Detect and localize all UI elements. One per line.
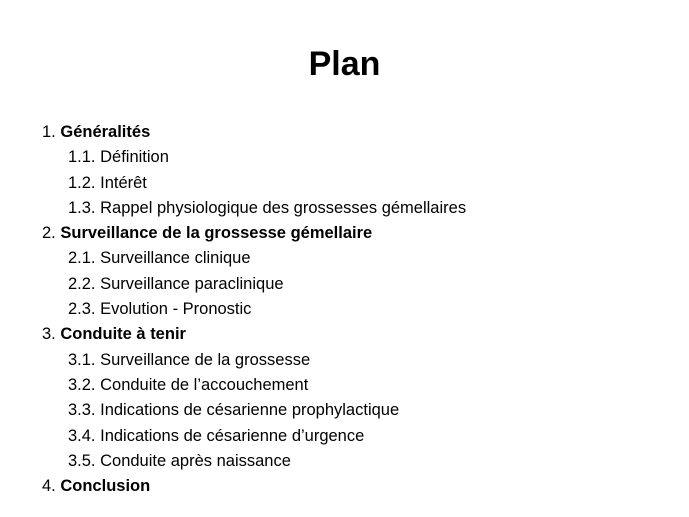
section-number: 3. — [42, 325, 56, 344]
section-number: 1. — [42, 123, 56, 141]
subsection-item: 3.4. Indications de césarienne d’urgence — [68, 426, 365, 445]
section-number: 4. — [42, 477, 56, 496]
section-heading — [42, 221, 662, 246]
section-title: Conduite à tenir — [60, 325, 186, 344]
subsection-item: 1.2. Intérêt — [68, 173, 147, 192]
subsection-item: 3.5. Conduite après naissance — [68, 451, 291, 470]
section-heading — [42, 120, 662, 145]
section-heading — [42, 474, 662, 499]
subsection-item: 2.2. Surveillance paraclinique — [68, 274, 284, 293]
slide-title: Plan — [308, 45, 381, 83]
section-number: 2. — [42, 224, 56, 243]
subsection-item: 2.3. Evolution - Pronostic — [68, 300, 252, 319]
subsection-item: 3.1. Surveillance de la grossesse — [68, 350, 311, 369]
subsection-item: 1.1. Définition — [68, 148, 169, 167]
subsection-item: 1.3. Rappel physiologique des grossesses gémellaires — [68, 198, 467, 217]
outline-list — [42, 120, 662, 499]
subsection-item: 2.1. Surveillance clinique — [68, 249, 251, 268]
section-heading — [42, 322, 662, 347]
subsection-item: 3.2. Conduite de l’accouchement — [68, 375, 309, 394]
subsection-item: 3.3. Indications de césarienne prophylactique — [68, 401, 400, 420]
section-title: Généralités — [60, 123, 151, 141]
section-title: Surveillance de la grossesse gémellaire — [60, 224, 373, 243]
section-title: Conclusion — [60, 477, 151, 496]
